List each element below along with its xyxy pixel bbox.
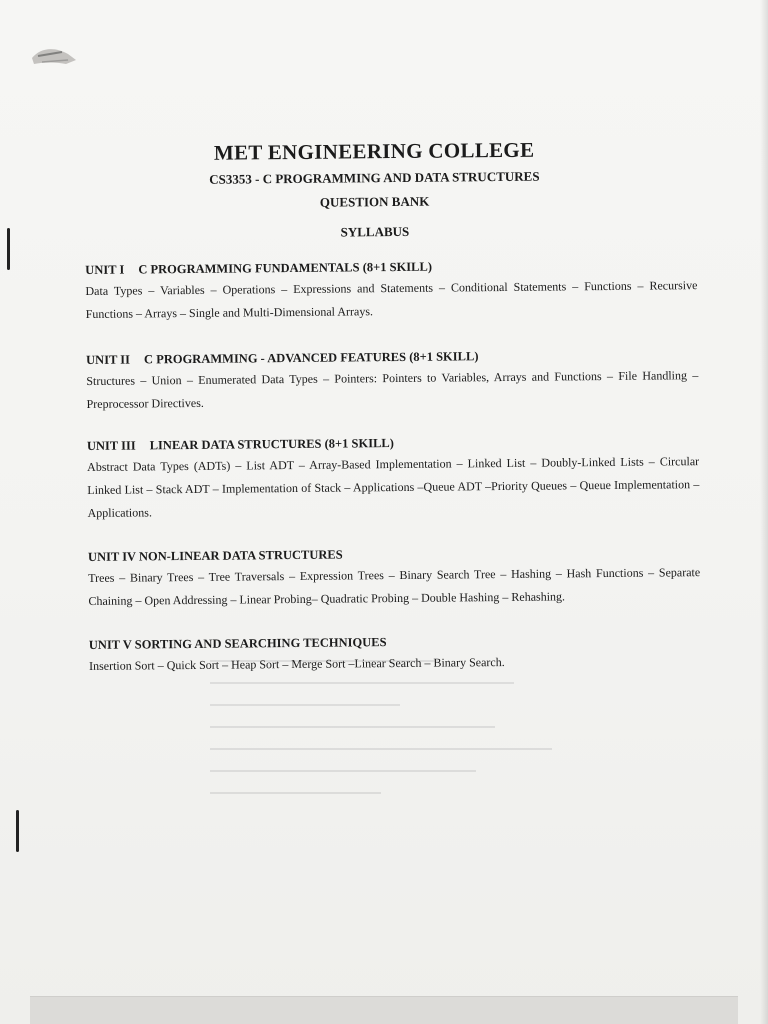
unit-content: Structures – Union – Enumerated Data Types – Pointers: Pointers to Variables, Arrays and Functions – File Handling – Preprocessor Directives. <box>86 368 699 411</box>
unit-number: UNIT II <box>86 352 131 367</box>
section-heading: SYLLABUS <box>340 223 410 240</box>
unit-number: UNIT V <box>88 637 132 652</box>
unit-title: NON-LINEAR DATA STRUCTURES <box>138 547 343 564</box>
unit-section <box>88 541 709 613</box>
unit-content: Trees – Binary Trees – Tree Traversals – Expression Trees – Binary Search Tree – Hashing – Hash Functions – Separate Chaining – Open Addressing – Linear Probing– Quadratic Probing – Double Hashing – Rehashing. <box>88 565 701 608</box>
unit-content: Insertion Sort – Quick Sort – Heap Sort – Merge Sort –Linear Search – Binary Search. <box>88 654 505 673</box>
unit-content: Abstract Data Types (ADTs) – List ADT – Array-Based Implementation – Linked List – Doubly-Linked Lists – Circular Linked List – Stack ADT – Implementation of Stack – Applications –Queue ADT –Priority Queues – Queue Implementation – Applications. <box>87 454 700 520</box>
unit-content: Data Types – Variables – Operations – Expressions and Statements – Conditional Statements – Functions – Recursive Functions – Arrays – Single and Multi-Dimensional Arrays. <box>85 278 698 321</box>
staple-mark-icon <box>28 40 80 70</box>
bleed-through-text <box>210 660 590 880</box>
unit-title: C PROGRAMMING - ADVANCED FEATURES (8+1 SKILL) <box>143 349 479 367</box>
punch-hole-mark <box>16 810 19 852</box>
document-content <box>84 134 709 678</box>
unit-number: UNIT IV <box>87 549 136 564</box>
unit-title: LINEAR DATA STRUCTURES (8+1 SKILL) <box>149 436 394 453</box>
college-name: MET ENGINEERING COLLEGE <box>213 137 535 165</box>
unit-section <box>86 344 707 416</box>
course-title: CS3353 - C PROGRAMMING AND DATA STRUCTURES <box>209 168 540 187</box>
unit-number: UNIT I <box>85 262 125 277</box>
unit-section <box>85 254 706 326</box>
unit-title: SORTING AND SEARCHING TECHNIQUES <box>134 635 387 652</box>
unit-title: C PROGRAMMING FUNDAMENTALS (8+1 SKILL) <box>138 259 433 277</box>
title-block <box>84 134 665 246</box>
unit-number: UNIT III <box>86 438 136 453</box>
punch-hole-mark <box>7 228 10 270</box>
unit-section <box>89 629 709 678</box>
unit-section <box>87 430 708 525</box>
page-bottom-edge <box>30 996 738 1024</box>
document-type: QUESTION BANK <box>319 193 430 210</box>
page-edge-shadow <box>760 0 768 1024</box>
